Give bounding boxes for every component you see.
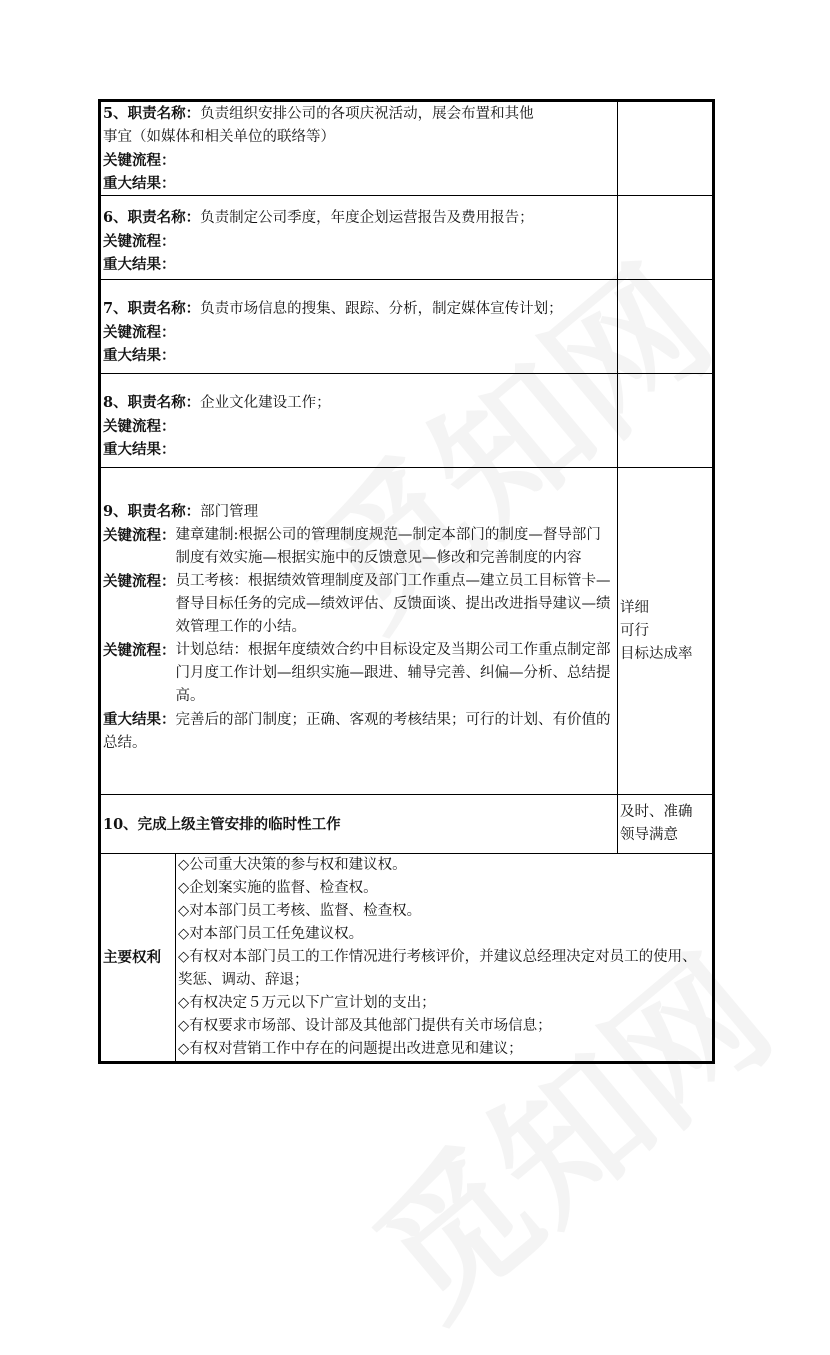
duty-number: 5、 xyxy=(103,105,128,122)
duty-number: 9、 xyxy=(103,503,128,520)
rights-item: ◇对本部门员工考核、监督、检查权。 xyxy=(178,903,422,919)
duty-row-10 xyxy=(100,795,714,854)
duty-row-9 xyxy=(100,468,714,795)
measure-text: 及时、准确 xyxy=(620,804,693,820)
process-item xyxy=(103,570,615,639)
result-label: 重大结果： xyxy=(103,175,176,192)
process-item xyxy=(103,524,615,570)
duty-name-label: 职责名称： xyxy=(127,394,201,411)
duty-name-text: 负责制定公司季度，年度企划运营报告及费用报告； xyxy=(200,210,534,226)
result-text: 完善后的部门制度；正确、客观的考核结果；可行的计划、有价值的总结。 xyxy=(103,712,611,751)
duty-row-8 xyxy=(100,374,714,468)
duty-table xyxy=(98,99,715,1064)
result-label: 重大结果： xyxy=(103,347,176,364)
rights-item: ◇有权对营销工作中存在的问题提出改进意见和建议； xyxy=(178,1041,523,1057)
duty-number: 6、 xyxy=(103,209,128,226)
duty-name-text-cont: 事宜（如媒体和相关单位的联络等） xyxy=(103,129,335,145)
duty-cell xyxy=(100,468,618,795)
duty-name-label: 职责名称： xyxy=(127,503,201,520)
rights-cell xyxy=(176,854,714,1063)
measure-text: 详细 xyxy=(620,599,649,616)
rights-row xyxy=(100,854,714,1063)
measure-cell xyxy=(618,101,714,196)
duty-name-text: 企业文化建设工作； xyxy=(200,395,331,411)
process-item xyxy=(103,639,615,708)
process-text: 员工考核：根据绩效管理制度及部门工作重点—建立员工目标管卡—督导目标任务的完成—绩效评估、反馈面谈、提出改进指导建议—绩效管理工作的小结。 xyxy=(175,573,611,635)
measure-cell xyxy=(618,196,714,280)
duty-name-label: 职责名称： xyxy=(127,105,201,122)
process-label: 关键流程： xyxy=(103,642,176,659)
measure-cell xyxy=(618,468,714,795)
duty-cell xyxy=(100,101,618,196)
process-text: 计划总结：根据年度绩效合约中目标设定及当期公司工作重点制定部门月度工作计划—组织实施—跟进、辅导完善、纠偏—分析、总结提高。 xyxy=(175,642,611,704)
duty-name-label: 职责名称： xyxy=(127,209,201,226)
rights-item: ◇对本部门员工任免建议权。 xyxy=(178,926,364,942)
process-text: 建章建制:根据公司的管理制度规范—制定本部门的制度—督导部门制度有效实施—根据实施中的反馈意见—修改和完善制度的内容 xyxy=(175,527,601,566)
duty-cell xyxy=(100,280,618,374)
duty-row-7 xyxy=(100,280,714,374)
duty-number: 7、 xyxy=(103,300,128,317)
duty-name-text: 负责市场信息的搜集、跟踪、分析，制定媒体宣传计划； xyxy=(200,301,563,317)
duty-name-text: 部门管理 xyxy=(200,504,259,520)
process-label: 关键流程： xyxy=(103,324,176,341)
result-label: 重大结果： xyxy=(103,711,176,728)
measure-text: 可行 xyxy=(620,622,649,639)
duty-row-6 xyxy=(100,196,714,280)
duty-name-text: 负责组织安排公司的各项庆祝活动，展会布置和其他 xyxy=(200,106,534,122)
measure-cell xyxy=(618,280,714,374)
result-label: 重大结果： xyxy=(103,441,176,458)
duty-cell xyxy=(100,196,618,280)
measure-text: 领导满意 xyxy=(620,827,678,843)
rights-item: ◇企划案实施的监督、检查权。 xyxy=(178,880,378,896)
rights-item: ◇有权要求市场部、设计部及其他部门提供有关市场信息； xyxy=(178,1018,552,1034)
duty-name-text: 10、完成上级主管安排的临时性工作 xyxy=(100,795,618,854)
process-label: 关键流程： xyxy=(103,233,176,250)
duty-name-label: 职责名称： xyxy=(127,300,201,317)
rights-item: ◇有权决定５万元以下广宣计划的支出； xyxy=(178,995,436,1011)
duty-number: 8、 xyxy=(103,394,128,411)
measure-text: 目标达成率 xyxy=(620,645,693,662)
rights-item: ◇有权对本部门员工的工作情况进行考核评价，并建议总经理决定对员工的使用、奖惩、调动、辞退； xyxy=(178,949,697,988)
process-label: 关键流程： xyxy=(103,418,176,435)
result-item xyxy=(103,708,615,755)
process-label: 关键流程： xyxy=(103,152,176,169)
process-label: 关键流程： xyxy=(103,527,176,544)
result-label: 重大结果： xyxy=(103,256,176,273)
measure-cell xyxy=(618,795,714,854)
duty-cell xyxy=(100,374,618,468)
process-label: 关键流程： xyxy=(103,573,176,590)
rights-label: 主要权利 xyxy=(100,854,176,1063)
measure-cell xyxy=(618,374,714,468)
duty-row-5 xyxy=(100,101,714,196)
rights-item: ◇公司重大决策的参与权和建议权。 xyxy=(178,857,407,873)
